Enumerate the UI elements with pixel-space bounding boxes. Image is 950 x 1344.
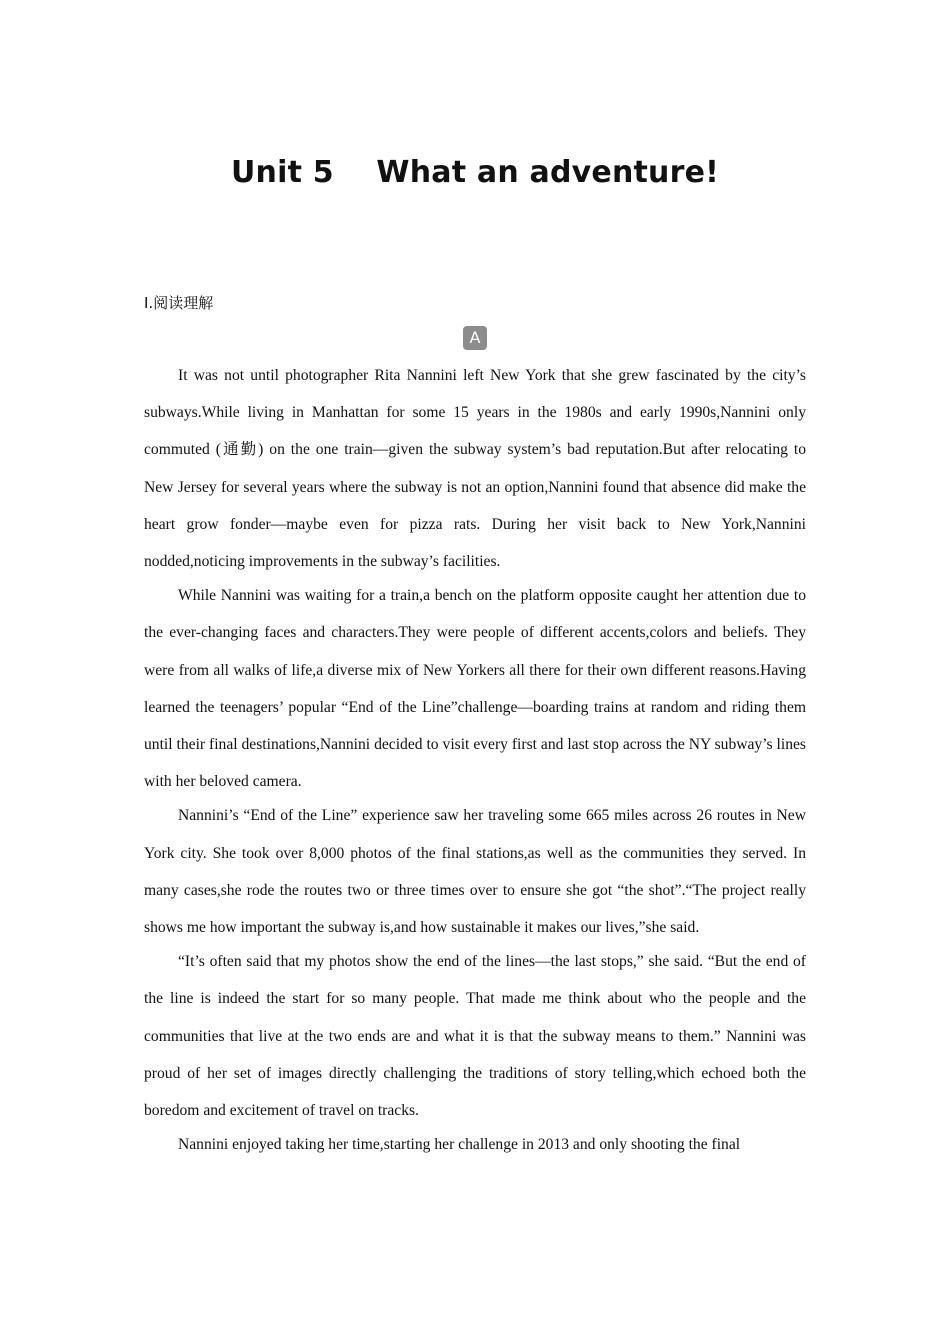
passage-body [144,357,806,1160]
paragraph-4: “It’s often said that my photos show the end of the lines—the last stops,” she said. “But the end of the line is indeed the start for so many people. That made me think about who the people and the communities that live at the two ends are and what it is that the subway means to them.” Nannini was proud of her set of images directly challenging the traditions of story telling,which echoed both the boredom and excitement of travel on tracks. [144,953,806,1120]
paragraph-3: Nannini’s “End of the Line” experience saw her traveling some 665 miles across 26 routes in New York city. She took over 8,000 photos of the final stations,as well as the communities they served. In many cases,she rode the routes two or three times over to ensure she got “the shot”.“The project really shows me how important the subway is,and how sustainable it makes our lives,”she said. [144,807,806,937]
passage-label-badge: A [463,326,487,350]
section-heading: Ⅰ.阅读理解 [144,294,214,312]
paragraph-1: It was not until photographer Rita Nannini left New York that she grew fascinated by the city’s subways.While living in Manhattan for some 15 years in the 1980s and early 1990s,Nannini only commuted (通勤) on the one train—given the subway system’s bad reputation.But after relocating to New Jersey for several years where the subway is not an option,Nannini found that absence did make the heart grow fonder—maybe even for pizza rats. During her visit back to New York,Nannini nodded,noticing improvements in the subway’s facilities. [144,367,806,571]
paragraph-5: Nannini enjoyed taking her time,starting her challenge in 2013 and only shooting the final [178,1136,741,1154]
paragraph-2: While Nannini was waiting for a train,a bench on the platform opposite caught her attention due to the ever-changing faces and characters.They were people of different accents,colors and beliefs. They were from all walks of life,a diverse mix of New Yorkers all there for their own different reasons.Having learned the teenagers’ popular “End of the Line”challenge—boarding trains at random and riding them until their final destinations,Nannini decided to visit every first and last stop across the NY subway’s lines with her beloved camera. [144,587,806,791]
page-title: Unit 5 What an adventure! [230,155,720,190]
